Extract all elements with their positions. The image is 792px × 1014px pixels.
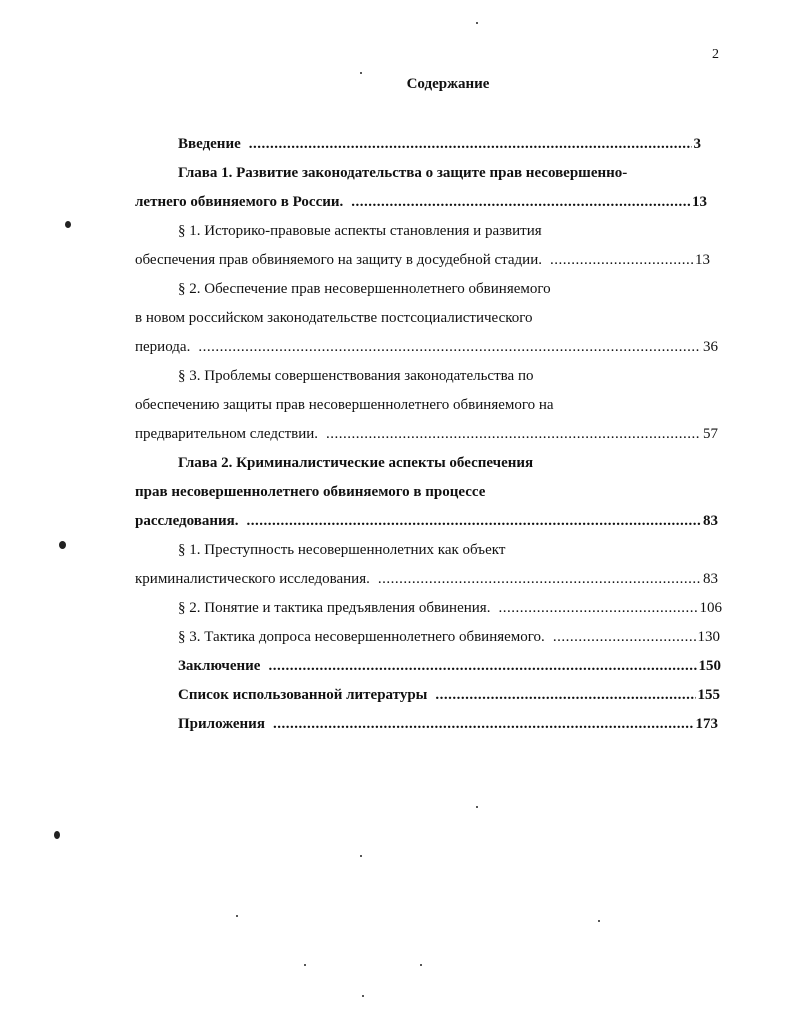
toc-entry-section-1-3-cont2: [135, 425, 718, 443]
toc-entry-page: 13: [695, 252, 710, 268]
toc-entry-text: Список использованной литературы: [178, 687, 428, 703]
toc-entry-section-1-1-cont: [135, 251, 710, 269]
toc-entry-text: § 3. Тактика допроса несовершеннолетнего обвиняемого.: [178, 629, 545, 645]
scan-speck: [362, 995, 364, 997]
toc-entry-page: 106: [699, 600, 722, 616]
dot-leader: [198, 338, 701, 356]
dot-leader: [553, 628, 696, 646]
toc-entry-chapter-2-cont: [135, 483, 485, 501]
toc-entry-chapter-1-cont: [135, 193, 707, 211]
toc-entry-text: Глава 1. Развитие законодательства о защите прав несовершенно-: [178, 165, 628, 181]
toc-entry-text: Введение: [178, 136, 241, 152]
scan-speck: [598, 920, 600, 922]
toc-entry-page: 36: [703, 339, 718, 355]
scan-speck: [360, 855, 362, 857]
toc-entry-section-2-1: [178, 541, 505, 559]
toc-entry-conclusion: [178, 657, 721, 675]
toc-entry-text: периода.: [135, 339, 191, 355]
toc-entry-page: 3: [693, 136, 701, 152]
dot-leader: [326, 425, 701, 443]
dot-leader: [247, 512, 702, 530]
scan-speck: [236, 915, 238, 917]
toc-entry-text: Приложения: [178, 716, 265, 732]
toc-entry-text: § 1. Преступность несовершеннолетних как объект: [178, 542, 506, 558]
toc-entry-introduction: [178, 135, 701, 153]
toc-entry-section-1-2-cont2: [135, 338, 718, 356]
scan-speck: [476, 806, 478, 808]
toc-entry-section-1-3-cont: [135, 396, 554, 414]
toc-entry-text: Заключение: [178, 658, 261, 674]
toc-entry-page: 130: [697, 629, 720, 645]
toc-entry-section-1-2: [178, 280, 551, 298]
toc-entry-chapter-1: [178, 164, 627, 182]
scan-speck: [476, 22, 478, 24]
toc-entry-text: в новом российском законодательстве постсоциалистического: [135, 310, 533, 326]
toc-entry-appendices: [178, 715, 718, 733]
dot-leader: [249, 135, 692, 153]
scan-speck: [360, 72, 362, 74]
toc-entry-page: 83: [703, 513, 718, 529]
toc-entry-page: 13: [692, 194, 707, 210]
dot-leader: [550, 251, 693, 269]
scan-speck: [304, 964, 306, 966]
toc-entry-page: 150: [698, 658, 721, 674]
toc-entry-text: § 2. Понятие и тактика предъявления обвинения.: [178, 600, 491, 616]
scan-speck: [59, 541, 66, 549]
toc-entry-text: криминалистического исследования.: [135, 571, 370, 587]
toc-entry-text: предварительном следствии.: [135, 426, 319, 442]
toc-entry-text: Глава 2. Криминалистические аспекты обеспечения: [178, 455, 534, 471]
toc-entry-section-2-3: [178, 628, 720, 646]
toc-entry-text: прав несовершеннолетнего обвиняемого в процессе: [135, 484, 486, 500]
scan-speck: [65, 221, 71, 228]
toc-entry-text: обеспечению защиты прав несовершеннолетнего обвиняемого на: [135, 397, 554, 413]
toc-entry-page: 155: [697, 687, 720, 703]
toc-entry-text: § 3. Проблемы совершенствования законодательства по: [178, 368, 534, 384]
toc-entry-chapter-2-cont2: [135, 512, 718, 530]
dot-leader: [273, 715, 694, 733]
toc-entry-page: 173: [695, 716, 718, 732]
toc-title: Содержание: [406, 76, 490, 92]
dot-leader: [268, 657, 696, 675]
dot-leader: [378, 570, 701, 588]
toc-entry-chapter-2: [178, 454, 533, 472]
toc-entry-text: § 1. Историко-правовые аспекты становления и развития: [178, 223, 542, 239]
toc-entry-section-1-1: [178, 222, 542, 240]
page-number: 2: [712, 47, 719, 62]
scan-speck: [420, 964, 422, 966]
toc-entry-section-1-3: [178, 367, 533, 385]
scan-speck: [54, 831, 60, 839]
toc-entry-section-1-2-cont: [135, 309, 533, 327]
toc-entry-section-2-1-cont: [135, 570, 718, 588]
toc-entry-section-2-2: [178, 599, 722, 617]
toc-entry-bibliography: [178, 686, 720, 704]
dot-leader: [351, 193, 690, 211]
dot-leader: [435, 686, 695, 704]
toc-entry-text: расследования.: [135, 513, 239, 529]
toc-entry-page: 57: [703, 426, 718, 442]
toc-entry-text: обеспечения прав обвиняемого на защиту в досудебной стадии.: [135, 252, 542, 268]
toc-entry-text: § 2. Обеспечение прав несовершеннолетнего обвиняемого: [178, 281, 551, 297]
dot-leader: [498, 599, 697, 617]
toc-entry-text: летнего обвиняемого в России.: [135, 194, 344, 210]
toc-entry-page: 83: [703, 571, 718, 587]
